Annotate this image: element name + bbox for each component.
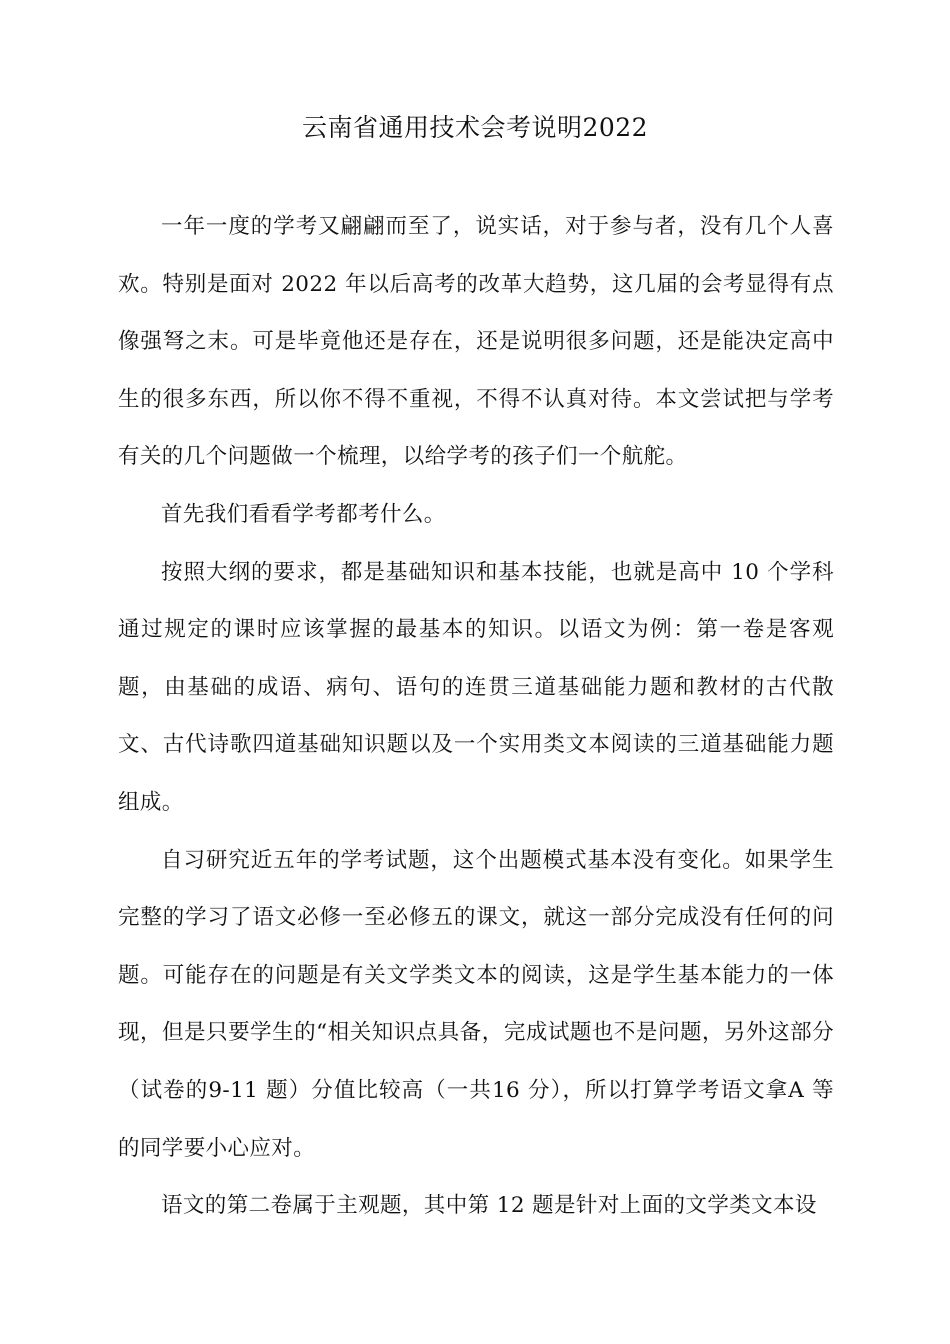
paragraph-syllabus: 按照大纲的要求，都是基础知识和基本技能，也就是高中 10 个学科通过规定的课时应该掌握的最基本的知识。以语文为例：第一卷是客观题，由基础的成语、病句、语句的连贯三道基础能力题和教材的古代散文、古代诗歌四道基础知识题以及一个实用类文本阅读的三道基础能力题组成。 bbox=[118, 559, 834, 815]
document-title: 云南省通用技术会考说明2022 bbox=[301, 113, 649, 142]
paragraph-intro: 一年一度的学考又翩翩而至了，说实话，对于参与者，没有几个人喜欢。特别是面对 2022 年以后高考的改革大趋势，这几届的会考显得有点像强弩之末。可是毕竟他还是存在，还是说明很多问题，还是能决定高中生的很多东西，所以你不得不重视，不得不认真对待。本文尝试把与学考有关的几个问题做一个梳理，以给学考的孩子们一个航舵。 bbox=[118, 214, 834, 470]
paragraph-question: 首先我们看看学考都考什么。 bbox=[161, 501, 446, 527]
paragraph-second-volume: 语文的第二卷属于主观题，其中第 12 题是针对上面的文学类文本设 bbox=[161, 1193, 817, 1219]
paragraph-analysis: 自习研究近五年的学考试题，这个出题模式基本没有变化。如果学生完整的学习了语文必修一至必修五的课文，就这一部分完成没有任何的问题。可能存在的问题是有关文学类文本的阅读，这是学生基本能力的一体现，但是只要学生的“相关知识点具备，完成试题也不是问题，另外这部分（试卷的9-11 题）分值比较高（一共16 分），所以打算学考语文拿A 等的同学要小心应对。 bbox=[118, 847, 834, 1161]
document-body bbox=[118, 198, 834, 1235]
